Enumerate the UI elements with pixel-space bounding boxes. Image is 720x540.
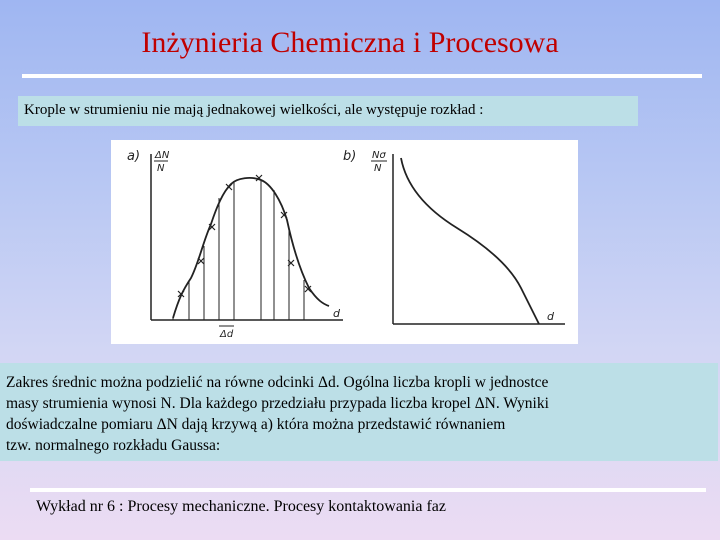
description-line-4: tzw. normalnego rozkładu Gaussa: — [6, 437, 221, 454]
description-line-2: masy strumienia wynosi N. Dla każdego przedziału przypada liczba kropel ΔN. Wyniki — [6, 395, 549, 412]
panel-a-xlabel: d — [333, 307, 340, 320]
description-line-3: doświadczalne pomiaru ΔN dają krzywą a) która można przedstawić równaniem — [6, 416, 506, 433]
panel-a — [127, 149, 343, 340]
description-box — [0, 363, 718, 461]
panel-a-distribution-curve — [173, 178, 329, 318]
intro-box — [18, 96, 638, 126]
distribution-diagram — [111, 140, 578, 344]
footer-divider — [30, 488, 706, 492]
panel-a-interval-lines — [173, 180, 304, 320]
panel-a-ylabel-bottom: N — [157, 163, 165, 174]
panel-b-cumulative-curve — [401, 158, 539, 324]
distribution-figure — [111, 140, 578, 344]
panel-b-ylabel-bottom: N — [374, 163, 382, 174]
panel-a-interval-label: Δd — [220, 329, 234, 340]
panel-b — [343, 149, 565, 324]
slide-title: Inżynieria Chemiczna i Procesowa — [141, 26, 559, 59]
panel-b-label: b) — [343, 149, 357, 164]
marker — [198, 258, 204, 264]
panel-b-xlabel: d — [547, 310, 554, 323]
panel-a-ylabel-top: ΔN — [155, 150, 170, 161]
panel-a-label: a) — [127, 149, 141, 164]
panel-b-ylabel-top: Nσ — [372, 150, 386, 161]
title-divider — [22, 74, 702, 78]
intro-text: Krople w strumieniu nie mają jednakowej wielkości, ale występuje rozkład : — [24, 102, 484, 118]
description-line-1: Zakres średnic można podzielić na równe odcinki Δd. Ogólna liczba kropli w jednostce — [6, 374, 549, 391]
footer-text: Wykład nr 6 : Procesy mechaniczne. Procesy kontaktowania faz — [36, 498, 446, 515]
